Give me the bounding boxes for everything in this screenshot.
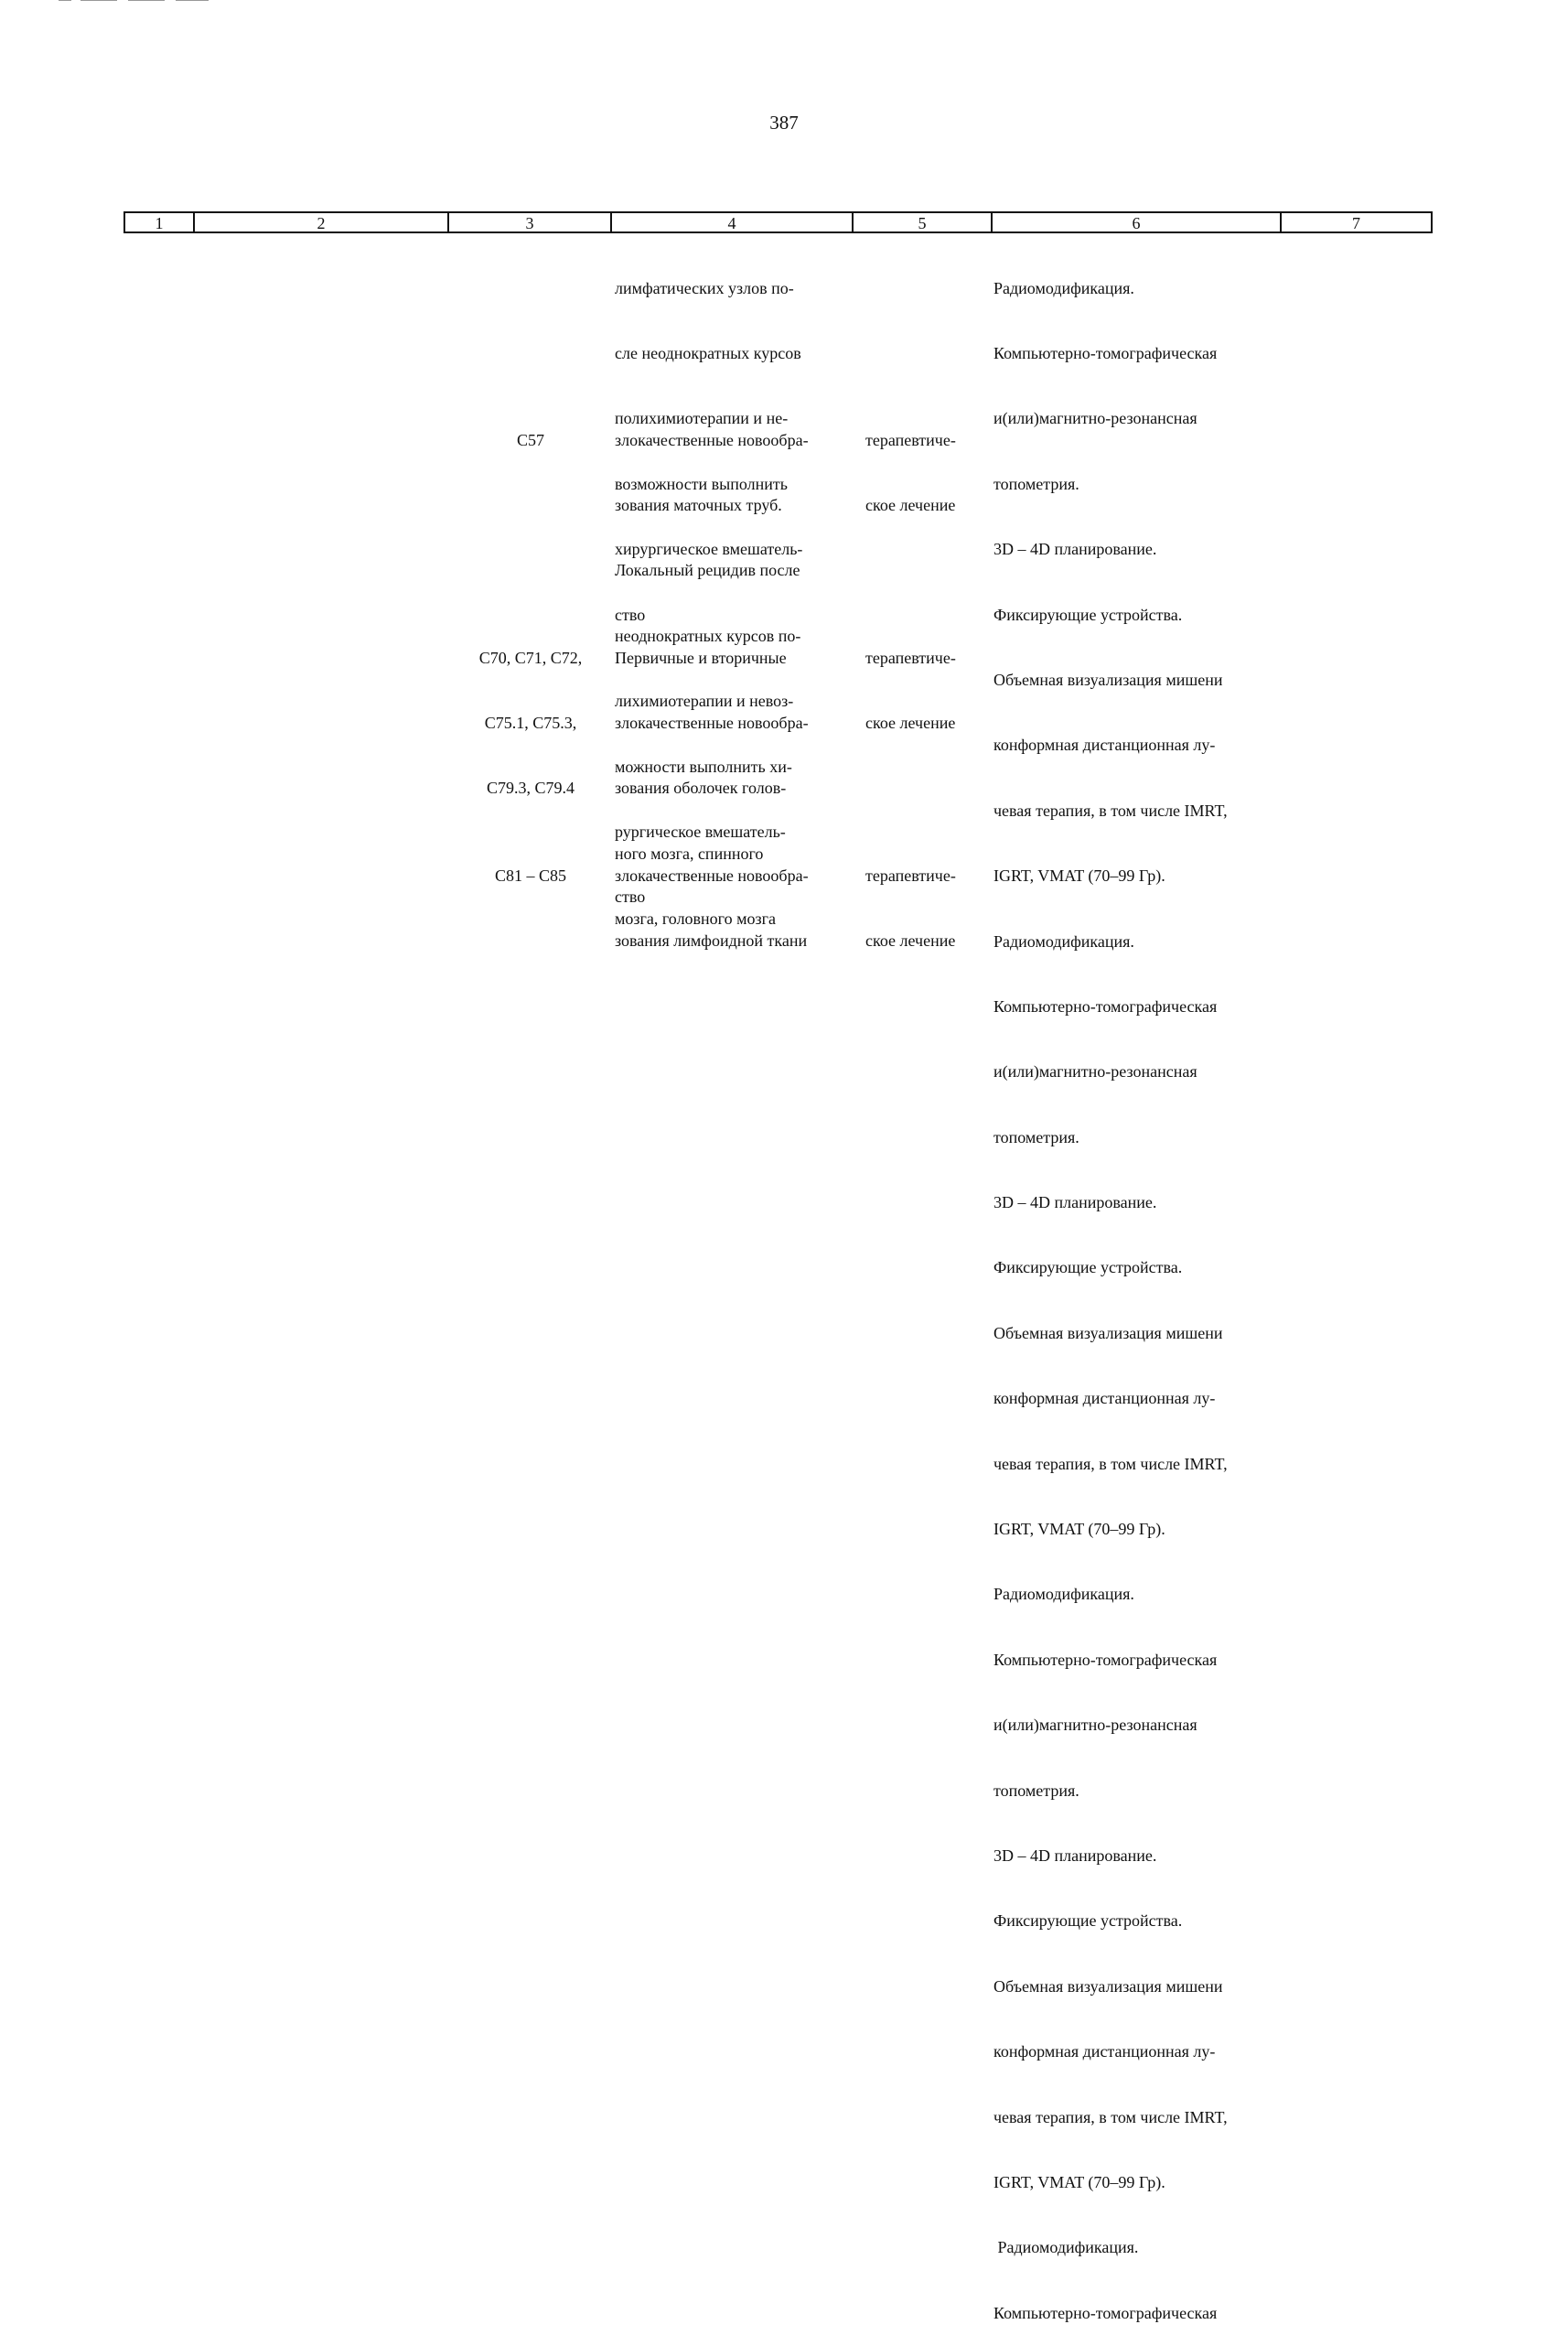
text-line: IGRT, VMAT (70–99 Гр). <box>993 1520 1165 1539</box>
diagnosis-code <box>457 386 604 473</box>
treatment-type <box>865 604 956 757</box>
text-line: конформная дистанционная лу- <box>993 1389 1216 1408</box>
text-line: Фиксирующие устройства. <box>993 1258 1183 1277</box>
word: и <box>993 1062 1003 1082</box>
scan-artifact <box>128 0 165 1</box>
text-line: лимфатических узлов по- <box>615 278 794 297</box>
text-line: можности выполнить хи- <box>615 757 792 776</box>
text-line <box>993 1715 1268 1737</box>
text-line: ство <box>615 605 646 624</box>
text-line <box>993 408 1268 430</box>
code-line: C70, C71, C72, <box>478 648 583 667</box>
disease-description <box>615 822 809 974</box>
header-col-6: 6 <box>1132 214 1141 232</box>
text-line: чевая терапия, в том числе IMRT, <box>993 801 1228 820</box>
text-line: хирургическое вмешатель- <box>615 540 803 559</box>
code-line: C75.1, C75.3, <box>484 713 577 732</box>
text-line: Фиксирующие устройства. <box>993 1911 1183 1931</box>
word: (или) <box>1002 1062 1039 1082</box>
scan-artifact <box>59 0 71 1</box>
code-line: C81 – C85 <box>494 866 566 885</box>
word: магнитно-резонансная <box>1038 1062 1197 1082</box>
code-line: C79.3, C79.4 <box>486 779 575 798</box>
code-line: C57 <box>516 430 544 449</box>
text-line: Компьютерно-томографическая <box>993 996 1218 1016</box>
word: (или) <box>1002 409 1039 428</box>
header-col-4: 4 <box>727 214 736 232</box>
text-line: 3D – 4D планирование. <box>993 1846 1157 1865</box>
header-col-5: 5 <box>918 214 927 232</box>
text-line: Радиомодификация. <box>993 2238 1139 2257</box>
word: магнитно-резонансная <box>1038 409 1197 428</box>
text-line: Радиомодификация. <box>993 278 1134 297</box>
diagnosis-code <box>457 604 604 822</box>
text-line: Объемная визуализация мишени <box>993 1323 1223 1342</box>
text-line: 3D – 4D планирование. <box>993 540 1157 559</box>
text-line: 3D – 4D планирование. <box>993 1193 1157 1212</box>
text-line: чевая терапия, в том числе IMRT, <box>993 1454 1228 1473</box>
text-line: конформная дистанционная лу- <box>993 736 1216 755</box>
scan-artifact <box>176 0 209 1</box>
text-line: Первичные и вторичные <box>615 648 787 667</box>
text-line: злокачественные новообра- <box>615 866 809 885</box>
text-line: терапевтиче- <box>865 430 956 449</box>
text-line: возможности выполнить <box>615 474 788 493</box>
page-number: 387 <box>769 112 799 134</box>
text-line: лихимиотерапии и невоз- <box>615 692 794 711</box>
treatment-type <box>865 386 956 539</box>
text-line: топометрия. <box>993 1781 1079 1800</box>
text-line: зования лимфоидной ткани <box>615 931 808 950</box>
text-line: неоднократных курсов по- <box>615 626 801 645</box>
text-line <box>993 1061 1268 1083</box>
text-line: Объемная визуализация мишени <box>993 670 1223 689</box>
text-line: зования маточных труб. <box>615 495 782 514</box>
text-line: терапевтиче- <box>865 866 956 885</box>
word: и <box>993 1716 1003 1735</box>
text-line: ного мозга, спинного <box>615 844 764 863</box>
text-line: Фиксирующие устройства. <box>993 605 1183 624</box>
text-line: ское лечение <box>865 495 956 514</box>
diagnosis-code <box>457 822 604 909</box>
scan-artifact <box>81 0 117 1</box>
word: и <box>993 409 1003 428</box>
header-col-2: 2 <box>317 214 326 232</box>
text-line: топометрия. <box>993 474 1079 493</box>
text-line: ство <box>615 888 646 907</box>
text-line: ское лечение <box>865 931 956 950</box>
text-line: зования оболочек голов- <box>615 779 787 798</box>
text-line: ское лечение <box>865 713 956 732</box>
text-line: IGRT, VMAT (70–99 Гр). <box>993 2172 1165 2191</box>
treatment-methods-column <box>993 234 1268 2346</box>
header-col-1: 1 <box>155 214 164 232</box>
text-line: полихимиотерапии и не- <box>615 409 789 428</box>
table-header-row <box>124 211 1433 233</box>
treatment-type <box>865 822 956 974</box>
text-line: топометрия. <box>993 1127 1079 1146</box>
text-line: Радиомодификация. <box>993 931 1134 951</box>
text-line: Компьютерно-томографическая <box>993 1650 1218 1669</box>
text-line: Компьютерно-томографическая <box>993 2303 1218 2322</box>
text-line: Локальный рецидив после <box>615 561 800 580</box>
text-line: мозга, головного мозга <box>615 909 776 929</box>
text-line: терапевтиче- <box>865 648 956 667</box>
text-line: конформная дистанционная лу- <box>993 2042 1216 2061</box>
text-line: IGRT, VMAT (70–99 Гр). <box>993 866 1165 886</box>
text-line: Радиомодификация. <box>993 1585 1134 1604</box>
text-line: рургическое вмешатель- <box>615 822 786 841</box>
word: магнитно-резонансная <box>1038 1716 1197 1735</box>
word: (или) <box>1002 1716 1039 1735</box>
header-col-7: 7 <box>1352 214 1360 232</box>
header-col-3: 3 <box>525 214 534 232</box>
text-line: Объемная визуализация мишени <box>993 1976 1223 1996</box>
text-line: сле неоднократных курсов <box>615 343 801 362</box>
text-line: злокачественные новообра- <box>615 430 809 449</box>
text-line: чевая терапия, в том числе IMRT, <box>993 2107 1228 2126</box>
text-line: злокачественные новообра- <box>615 713 809 732</box>
text-line: Компьютерно-томографическая <box>993 343 1218 362</box>
